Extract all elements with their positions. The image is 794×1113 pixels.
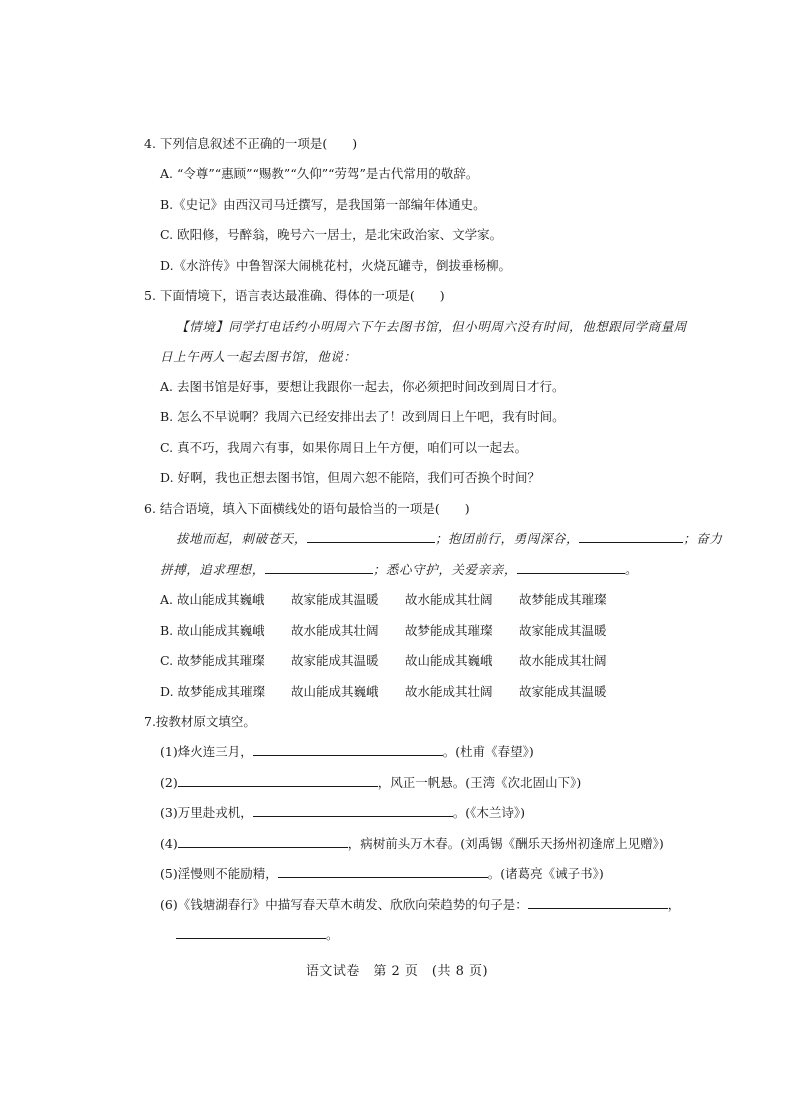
q7-item-6-blank-1[interactable] xyxy=(528,896,668,909)
q7-item-1-pre: (1)烽火连三月， xyxy=(160,744,253,759)
q5-context-line1: 【情境】同学打电话约小明周六下午去图书馆，但小明周六没有时间，他想跟同学商量周 xyxy=(176,319,687,334)
q4-option-a: A. “令尊”“惠顾”“赐教”“久仰”“劳驾”是古代常用的敬辞。 xyxy=(160,166,479,181)
q7-item-3-post: 。(《木兰诗》) xyxy=(452,805,525,820)
q7-item-2-pre: (2) xyxy=(160,775,178,790)
q6-option-a-4: 故梦能成其璀璨 xyxy=(519,592,607,607)
q7-item-1-blank[interactable] xyxy=(253,743,443,756)
q7-item-6-blank-2[interactable] xyxy=(176,926,326,939)
q5-option-a: A. 去图书馆是好事，要想让我跟你一起去，你必须把时间改到周日才行。 xyxy=(160,379,565,394)
q6-option-b-3: 故梦能成其璀璨 xyxy=(405,623,493,638)
q6-option-a-3: 故水能成其壮阔 xyxy=(405,592,493,607)
q7-item-2-blank[interactable] xyxy=(178,774,378,787)
q7-item-5-post: 。(诸葛亮《诫子书》) xyxy=(487,866,604,881)
q6-option-b-1: B. 故山能成其巍峨 xyxy=(160,623,265,638)
q4-option-b: B.《史记》由西汉司马迁撰写，是我国第一部编年体通史。 xyxy=(160,197,486,212)
q6-blank-2[interactable] xyxy=(579,530,683,543)
q7-item-5-blank[interactable] xyxy=(278,865,488,878)
q7-stem: 7.按教材原文填空。 xyxy=(144,714,256,729)
q6-blank-1[interactable] xyxy=(307,530,435,543)
q6-option-c-2: 故家能成其温暖 xyxy=(291,653,379,668)
q7-item-4 xyxy=(160,835,664,853)
q7-item-6 xyxy=(160,896,680,914)
q7-item-6-pre: (6)《钱塘湖春行》中描写春天草木萌发、欣欣向荣趋势的句子是： xyxy=(160,897,528,912)
q7-item-4-pre: (4) xyxy=(160,836,178,851)
q7-item-1 xyxy=(160,743,534,761)
q7-item-6-end: 。 xyxy=(326,927,339,942)
q6-context-line2 xyxy=(160,561,638,579)
q6-option-c-4: 故水能成其壮阔 xyxy=(519,653,607,668)
q6-option-c-1: C. 故梦能成其璀璨 xyxy=(160,653,265,668)
q5-context-line2: 日上午两人一起去图书馆，他说： xyxy=(160,349,357,364)
q7-item-4-blank[interactable] xyxy=(178,835,348,848)
q6-context-line1 xyxy=(176,530,722,548)
q6-context-part-c: ；奋力 xyxy=(683,531,723,546)
q6-option-b-4: 故家能成其温暖 xyxy=(519,623,607,638)
q7-item-5 xyxy=(160,865,604,883)
q6-option-d-3: 故水能成其壮阔 xyxy=(405,684,493,699)
q6-option-a-2: 故家能成其温暖 xyxy=(291,592,379,607)
q5-option-d: D. 好啊，我也正想去图书馆，但周六恕不能陪，我们可否换个时间？ xyxy=(160,470,541,485)
q6-context-part-f: 。 xyxy=(624,562,639,577)
q7-item-4-post: ，病树前头万木春。(刘禹锡《酬乐天扬州初逢席上见赠》) xyxy=(347,836,664,851)
q7-item-2-post: ，风正一帆悬。(王湾《次北固山下》) xyxy=(377,775,582,790)
q7-item-5-pre: (5)淫慢则不能励精， xyxy=(160,866,278,881)
q4-option-c: C. 欧阳修，号醉翁，晚号六一居士，是北宋政治家、文学家。 xyxy=(160,227,503,242)
q6-context-part-d: 拼搏，追求理想， xyxy=(160,562,265,577)
q7-item-6-post: ， xyxy=(667,897,681,912)
q7-item-3-pre: (3)万里赴戎机， xyxy=(160,805,253,820)
q4-option-d: D.《水浒传》中鲁智深大闹桃花村，火烧瓦罐寺，倒拔垂杨柳。 xyxy=(160,258,512,273)
q7-item-3 xyxy=(160,804,525,822)
q6-option-d-1: D. 故梦能成其璀璨 xyxy=(160,684,266,699)
q6-option-d-2: 故山能成其巍峨 xyxy=(291,684,379,699)
q7-item-1-post: 。(杜甫《春望》) xyxy=(442,744,534,759)
q6-option-d-4: 故家能成其温暖 xyxy=(519,684,607,699)
q6-blank-4[interactable] xyxy=(517,561,625,574)
q6-option-a-1: A. 故山能成其巍峨 xyxy=(160,592,265,607)
q4-stem: 4. 下列信息叙述不正确的一项是( ) xyxy=(144,136,358,151)
q6-option-b-2: 故水能成其壮阔 xyxy=(291,623,379,638)
q6-option-c-3: 故山能成其巍峨 xyxy=(405,653,493,668)
q7-item-6-continuation xyxy=(176,926,339,944)
page-footer: 语文试卷 第 2 页 (共 8 页) xyxy=(305,964,489,979)
q5-option-c: C. 真不巧，我周六有事，如果你周日上午方便，咱们可以一起去。 xyxy=(160,440,528,455)
q5-stem: 5. 下面情境下，语言表达最准确、得体的一项是( ) xyxy=(144,288,445,303)
q7-item-2 xyxy=(160,774,581,792)
q5-option-b: B. 怎么不早说啊？我周六已经安排出去了！改到周日上午吧，我有时间。 xyxy=(160,409,565,424)
q6-context-part-e: ；悉心守护，关爱亲亲， xyxy=(372,562,517,577)
q6-stem: 6. 结合语境，填入下面横线处的语句最恰当的一项是( ) xyxy=(144,501,470,516)
q7-item-3-blank[interactable] xyxy=(253,804,453,817)
q6-blank-3[interactable] xyxy=(265,561,373,574)
q6-context-part-a: 拔地而起，刺破苍天， xyxy=(176,531,308,546)
q6-context-part-b: ；抱团前行，勇闯深谷， xyxy=(435,531,580,546)
